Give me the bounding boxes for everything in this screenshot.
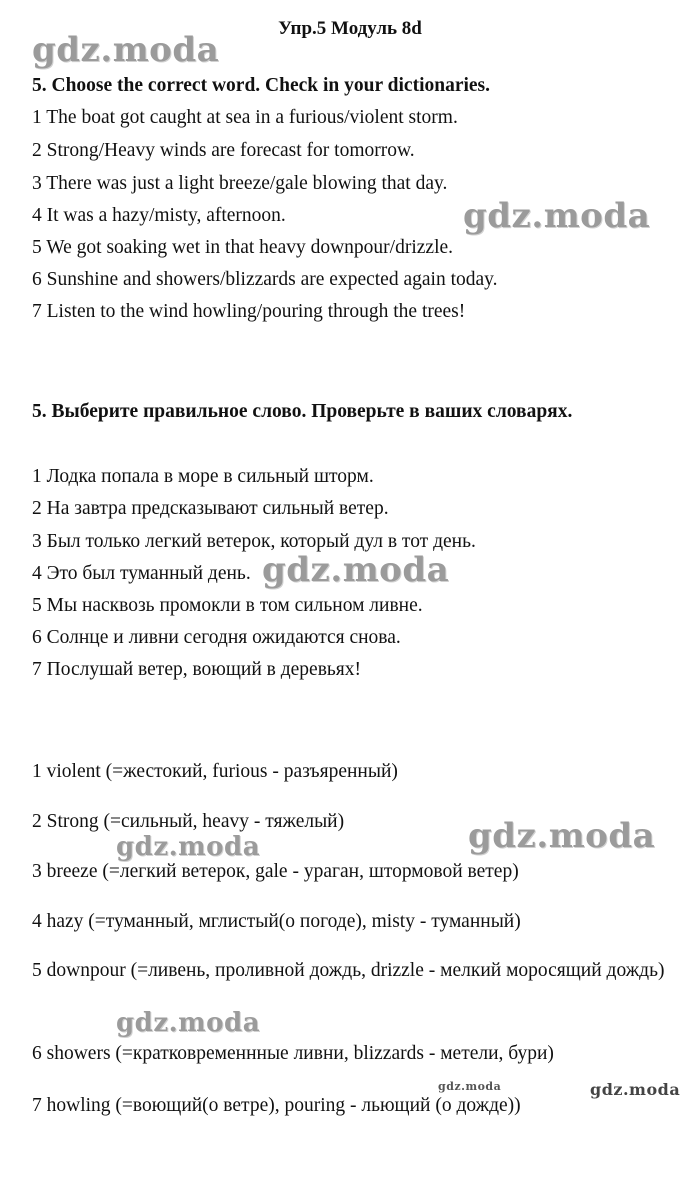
answer-item: 3 breeze (=легкий ветерок, gale - ураган, штормовой ветер) — [32, 861, 519, 882]
page-title: Упр.5 Модуль 8d — [278, 18, 422, 39]
watermark: gdz.moda — [32, 30, 220, 70]
answer-item: 2 Strong (=сильный, heavy - тяжелый) — [32, 811, 345, 832]
english-item: 7 Listen to the wind howling/pouring through the trees! — [32, 301, 466, 322]
russian-item: 5 Мы насквозь промокли в том сильном ливне. — [32, 595, 423, 616]
english-item: 3 There was just a light breeze/gale blowing that day. — [32, 173, 448, 194]
english-item: 2 Strong/Heavy winds are forecast for tomorrow. — [32, 140, 415, 161]
english-item: 6 Sunshine and showers/blizzards are expected again today. — [32, 269, 498, 290]
russian-item: 4 Это был туманный день. — [32, 563, 251, 584]
watermark: gdz.moda — [116, 1008, 261, 1038]
watermark: gdz.moda — [438, 1080, 502, 1093]
answer-item: 1 violent (=жестокий, furious - разъяренный) — [32, 761, 398, 782]
watermark: gdz.moda — [116, 832, 261, 862]
watermark: gdz.moda — [262, 550, 450, 590]
russian-item: 1 Лодка попала в море в сильный шторм. — [32, 466, 374, 487]
watermark: gdz.moda — [590, 1080, 681, 1099]
watermark: gdz.moda — [463, 196, 651, 236]
russian-item: 2 На завтра предсказывают сильный ветер. — [32, 498, 389, 519]
answer-item: 4 hazy (=туманный, мглистый(о погоде), misty - туманный) — [32, 911, 521, 932]
english-item: 1 The boat got caught at sea in a furious/violent storm. — [32, 107, 458, 128]
english-item: 4 It was a hazy/misty, afternoon. — [32, 205, 286, 226]
russian-item: 7 Послушай ветер, воющий в деревьях! — [32, 659, 362, 680]
russian-item: 3 Был только легкий ветерок, который дул в тот день. — [32, 531, 476, 552]
english-item: 5 We got soaking wet in that heavy downpour/drizzle. — [32, 237, 454, 258]
watermark: gdz.moda — [468, 816, 656, 856]
answer-item: 7 howling (=воющий(о ветре), pouring - льющий (о дожде)) — [32, 1095, 521, 1116]
russian-heading: 5. Выберите правильное слово. Проверьте в ваших словарях. — [32, 401, 573, 422]
answer-item: 5 downpour (=ливень, проливной дождь, drizzle - мелкий моросящий дождь) — [32, 960, 665, 981]
russian-item: 6 Солнце и ливни сегодня ожидаются снова. — [32, 627, 401, 648]
answer-item: 6 showers (=кратковременнные ливни, blizzards - метели, бури) — [32, 1043, 554, 1064]
english-heading: 5. Choose the correct word. Check in your dictionaries. — [32, 75, 491, 96]
